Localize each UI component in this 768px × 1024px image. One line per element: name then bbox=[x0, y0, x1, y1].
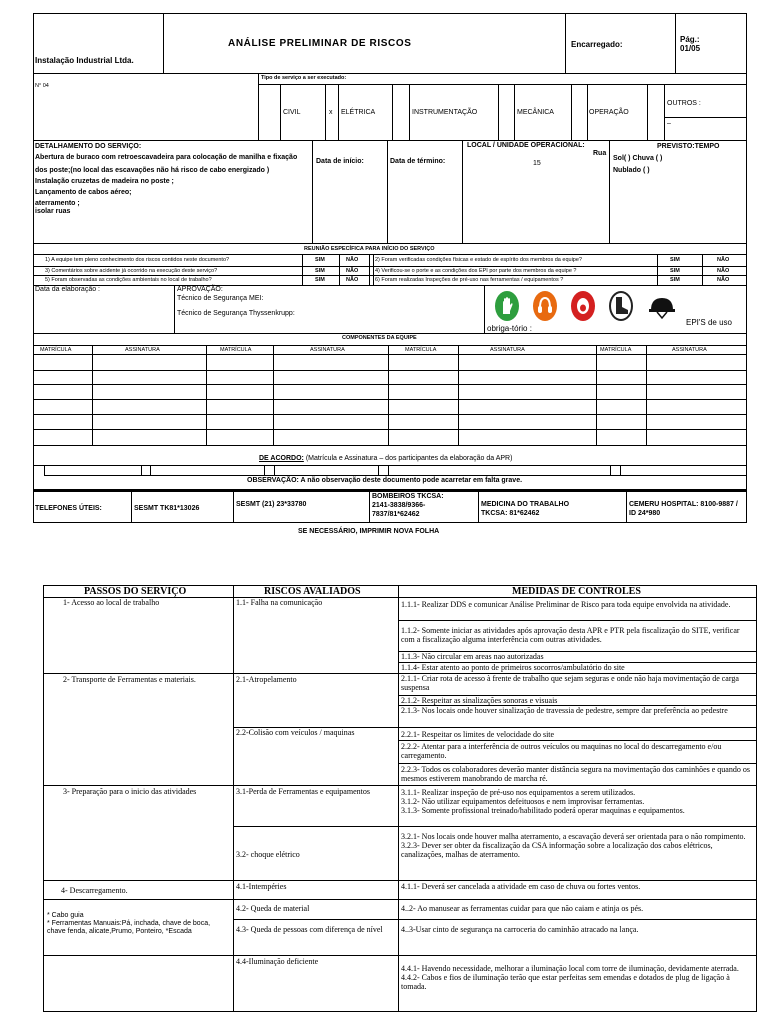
location-rua: Rua bbox=[593, 150, 607, 157]
control-2-1-2: 2.1.2- Respeitar as sinalizações sonoras e visuais bbox=[401, 696, 558, 705]
detail-line: Lançamento de cabos aéreo; bbox=[35, 189, 132, 196]
divider bbox=[92, 345, 93, 445]
divider bbox=[398, 740, 757, 741]
meeting-question: 5) Foram observadas as condições ambientais no local de trabalho? bbox=[45, 277, 212, 283]
document-number: N° 04 bbox=[35, 83, 49, 89]
meeting-question: 2) Foram verificadas condições físicas e estado de espírito dos membros da equipe? bbox=[375, 257, 582, 263]
divider bbox=[264, 465, 265, 475]
divider bbox=[141, 465, 142, 475]
detail-line: aterramento ; bbox=[35, 200, 80, 207]
team-header: ASSINATURA bbox=[310, 347, 345, 353]
divider bbox=[462, 140, 463, 243]
divider bbox=[258, 84, 747, 85]
weather-label: PREVISTO:TEMPO bbox=[657, 143, 720, 150]
phone-bombeiros-number: 7837/81*62462 bbox=[372, 511, 420, 518]
divider bbox=[163, 13, 164, 73]
divider bbox=[233, 955, 757, 956]
safety-tech-tk-label: Técnico de Segurança Thyssenkrupp: bbox=[177, 310, 295, 317]
control-4-3: 4..3-Usar cinto de segurança na carroceria do caminhão atracado na lança. bbox=[401, 925, 639, 934]
sim-option[interactable]: SIM bbox=[315, 268, 325, 274]
divider bbox=[587, 84, 588, 140]
team-header: ASSINATURA bbox=[490, 347, 525, 353]
end-date-label: Data de término: bbox=[390, 158, 446, 165]
approval-label: APROVAÇÃO: bbox=[177, 286, 223, 293]
detail-line: Instalação cruzetas de madeira no poste ; bbox=[35, 178, 174, 185]
divider bbox=[409, 84, 410, 140]
nao-option[interactable]: NÃO bbox=[346, 277, 359, 283]
divider bbox=[626, 491, 627, 523]
divider bbox=[312, 140, 313, 243]
meeting-title: REUNIÃO ESPECÍFICA PARA INÍCIO DO SERVIÇO bbox=[304, 246, 435, 252]
meeting-question: 1) A equipe tem pleno conhecimento dos riscos contidos neste documento? bbox=[45, 257, 230, 263]
control-1-1-4: 1.1.4- Estar atento ao ponto de primeiros socorros/ambulatório do site bbox=[401, 663, 625, 672]
risk-3-1: 3.1-Perda de Ferramentas e equipamentos bbox=[236, 787, 370, 796]
divider bbox=[33, 489, 747, 490]
sim-option[interactable]: SIM bbox=[315, 257, 325, 263]
divider bbox=[338, 84, 339, 140]
service-type-eletrica: ELÉTRICA bbox=[341, 109, 376, 116]
divider bbox=[398, 585, 399, 1012]
control-1-1-2: 1.1.2- Somente iniciar as atividades após aprovação desta APR e PTR pela fiscalização do SITE, verificar com a fiscalização alguma interferência com outras atividades. bbox=[401, 626, 740, 645]
divider bbox=[43, 955, 233, 956]
nao-option[interactable]: NÃO bbox=[717, 268, 730, 274]
team-header: MATRÍCULA bbox=[600, 347, 632, 353]
divider bbox=[373, 254, 374, 285]
divider bbox=[43, 785, 757, 786]
divider bbox=[273, 345, 274, 445]
risk-2-1: 2.1-Atropelamento bbox=[236, 675, 297, 684]
divider bbox=[657, 254, 658, 285]
divider bbox=[233, 491, 234, 523]
elaboration-date-label: Data da elaboração : bbox=[35, 286, 100, 293]
column-header-steps: PASSOS DO SERVIÇO bbox=[84, 586, 187, 597]
service-type-outros: OUTROS : bbox=[667, 100, 701, 107]
divider bbox=[609, 140, 610, 243]
step-2: 2- Transporte de Ferramentas e materiais. bbox=[63, 675, 196, 684]
divider bbox=[33, 275, 747, 276]
service-type-check-mark: x bbox=[329, 109, 333, 116]
control-1-1-3: 1.1.3- Não circular em areas nao autorizadas bbox=[401, 652, 544, 661]
team-header: MATRÍCULA bbox=[220, 347, 252, 353]
divider bbox=[369, 254, 370, 285]
company-name: Instalação Industrial Ltda. bbox=[35, 56, 134, 65]
detail-line: dos poste;(no local das escavações não há risco de cabo energizado ) bbox=[35, 167, 270, 174]
gloves-icon bbox=[495, 291, 519, 321]
control-4-1: 4.1.1- Deverá ser cancelada a atividade em caso de chuva ou fortes ventos. bbox=[401, 882, 641, 891]
step-1: 1- Acesso ao local de trabalho bbox=[63, 598, 160, 607]
divider bbox=[33, 414, 747, 415]
divider bbox=[339, 254, 340, 285]
control-1-1-1: 1.1.1- Realizar DDS e comunicar Análise Preliminar de Risco para toda equipe envolvida na atividade. bbox=[401, 600, 731, 609]
phone-cemeru: CEMERU HOSPITAL: 8100-9887 / bbox=[629, 501, 738, 508]
phones-label: TELEFONES ÚTEIS: bbox=[35, 505, 102, 512]
divider bbox=[302, 254, 303, 285]
phone-cemeru-id: ID 24*980 bbox=[629, 510, 661, 517]
control-2-2-3: 2.2.3- Todos os colaboradores deverão manter distância segura na movimentação dos caminhões e quando os mesmos estiverem manobrando de marcha ré. bbox=[401, 765, 750, 784]
control-2-1-3: 2.1.3- Nos locais onde houver sinalização de travessia de pedestre, sempre dar preferência ao pedestre bbox=[401, 706, 728, 715]
divider bbox=[596, 345, 597, 445]
divider bbox=[33, 73, 747, 74]
divider bbox=[478, 491, 479, 523]
phone-bombeiros-number: 2141-3838/9366- bbox=[372, 502, 426, 509]
meeting-question: 6) Foram realizadas Inspeções de pré-uso nas ferramentas / equipamentos ? bbox=[375, 277, 564, 283]
phone-medicina-number: TKCSA: 81*62462 bbox=[481, 510, 540, 517]
sim-option[interactable]: SIM bbox=[670, 277, 680, 283]
divider bbox=[233, 585, 234, 1012]
divider bbox=[387, 140, 388, 243]
divider bbox=[664, 84, 665, 140]
risk-3-2: 3.2- choque elétrico bbox=[236, 850, 300, 859]
risk-2-2: 2.2-Colisão com veículos / maquinas bbox=[236, 728, 355, 737]
weather-cloudy: Nublado ( ) bbox=[613, 167, 650, 174]
divider bbox=[233, 919, 757, 920]
service-type-mecanica: MECÂNICA bbox=[517, 109, 554, 116]
divider bbox=[33, 140, 747, 141]
divider bbox=[398, 763, 757, 764]
divider bbox=[33, 254, 747, 255]
page-title: ANÁLISE PRELIMINAR DE RISCOS bbox=[228, 38, 412, 49]
sim-option[interactable]: SIM bbox=[670, 257, 680, 263]
sim-option[interactable]: SIM bbox=[315, 277, 325, 283]
risk-4-3: 4.3- Queda de pessoas com diferença de nível bbox=[236, 925, 383, 934]
phone-medicina: MEDICINA DO TRABALHO bbox=[481, 501, 570, 508]
divider bbox=[388, 465, 389, 475]
risk-1-1: 1.1- Falha na comunicação bbox=[236, 598, 323, 607]
divider bbox=[33, 285, 747, 286]
divider bbox=[274, 465, 275, 475]
agreement-label: DE ACORDO: bbox=[259, 455, 304, 462]
divider bbox=[33, 333, 747, 334]
divider bbox=[280, 84, 281, 140]
divider bbox=[664, 117, 747, 118]
divider bbox=[33, 399, 747, 400]
divider bbox=[44, 465, 45, 475]
mandatory-label: obriga-tório : bbox=[487, 324, 532, 333]
control-2-2-2: 2.2.2- Atentar para a interferência de outros veículos ou maquinas no local do descarregamento e/ou carregamento. bbox=[401, 742, 722, 761]
encarregado-label: Encarregado: bbox=[571, 40, 623, 49]
agreement-text bbox=[259, 455, 512, 463]
divider bbox=[33, 243, 747, 244]
divider bbox=[484, 285, 485, 333]
column-header-controls: MEDIDAS DE CONTROLES bbox=[512, 586, 641, 597]
observation-text: OBSERVAÇÃO: A não observação deste documento pode acarretar em falta grave. bbox=[247, 477, 523, 484]
team-header: ASSINATURA bbox=[125, 347, 160, 353]
divider bbox=[43, 899, 233, 900]
divider bbox=[620, 465, 621, 475]
epi-label: EPI'S de uso bbox=[686, 318, 732, 327]
nao-option[interactable]: NÃO bbox=[346, 268, 359, 274]
risk-4-2: 4.2- Queda de material bbox=[236, 904, 310, 913]
divider bbox=[514, 84, 515, 140]
weather-options: Sol( ) Chuva ( ) bbox=[613, 155, 663, 162]
team-header: ASSINATURA bbox=[672, 347, 707, 353]
nao-option[interactable]: NÃO bbox=[717, 277, 730, 283]
meeting-question: 3) Comentários sobre acidente já ocorrido na execução deste serviço? bbox=[45, 268, 218, 274]
ear-protection-icon bbox=[533, 291, 557, 321]
divider bbox=[174, 285, 175, 333]
divider bbox=[378, 465, 379, 475]
control-3-2: 3.2.1- Nos locais onde houver malha aterramento, a escavação deverá ser orientada para o não rompimento. 3.2.3- Dever ser obter da fiscalização da CSA informação sobre a localização dos cabos elétricos, canalizações, malhas de aterramento. bbox=[401, 832, 746, 860]
step-4: 4- Descarregamento. bbox=[61, 886, 128, 895]
divider bbox=[398, 620, 757, 621]
meeting-question: 4) Verificou-se o porte e as condições dos EPI por parte dos membros da equipe ? bbox=[375, 268, 577, 274]
divider bbox=[206, 345, 207, 445]
phone-bombeiros: BOMBEIROS TKCSA: bbox=[372, 493, 444, 500]
divider bbox=[498, 84, 499, 140]
divider bbox=[150, 465, 151, 475]
divider bbox=[571, 84, 572, 140]
divider bbox=[43, 880, 757, 881]
phone-sesmt-tk: SESMT TK81*13026 bbox=[134, 505, 200, 512]
step-3: 3- Preparação para o inicio das atividades bbox=[63, 787, 197, 796]
divider bbox=[647, 84, 648, 140]
phone-sesmt: SESMT (21) 23*33780 bbox=[236, 501, 307, 508]
divider bbox=[325, 84, 326, 140]
divider bbox=[646, 345, 647, 445]
divider bbox=[675, 13, 676, 73]
control-4-2: 4..2- Ao manusear as ferramentas cuidar para que não caiam e atinja os pés. bbox=[401, 904, 644, 913]
tools-list: * Cabo guia * Ferramentas Manuais:Pá, inchada, chave de boca, chave fenda, alicate,Prumo, Ponteiro, *Escada bbox=[47, 912, 211, 936]
divider bbox=[702, 254, 703, 285]
divider bbox=[33, 345, 747, 346]
page-number: 01/05 bbox=[680, 44, 701, 53]
service-type-outros-value: – bbox=[667, 120, 671, 127]
divider bbox=[33, 354, 747, 355]
divider bbox=[33, 384, 747, 385]
sim-option[interactable]: SIM bbox=[670, 268, 680, 274]
control-3-1: 3.1.1- Realizar inspeção de pré-uso nos equipamentos a serem utilizados. 3.1.2- Não utilizar equipamentos defeituosos e nem improvisar ferramentas. 3.1.3- Somente profissional treinado/habilitado poderá operar maquinas e equipamentos. bbox=[401, 788, 685, 816]
divider bbox=[369, 491, 370, 523]
nao-option[interactable]: NÃO bbox=[346, 257, 359, 263]
safety-boot-icon bbox=[609, 291, 633, 321]
service-type-operacao: OPERAÇÃO bbox=[589, 109, 629, 116]
divider bbox=[392, 84, 393, 140]
divider bbox=[610, 465, 611, 475]
divider bbox=[33, 445, 747, 446]
service-type-instrumentacao: INSTRUMENTAÇÃO bbox=[412, 109, 478, 116]
divider bbox=[388, 345, 389, 445]
service-type-label: Tipo de serviço a ser executado: bbox=[261, 75, 347, 81]
divider bbox=[33, 429, 747, 430]
location-number: 15 bbox=[533, 160, 541, 167]
start-date-label: Data de início: bbox=[316, 158, 364, 165]
control-4-4: 4.4.1- Havendo necessidade, melhorar a iluminação local com torre de iluminação, devidamente aterrada. 4.4.2- Cabos e fios de iluminação terão que estar perfeitas sem emendas e dotados de plug de ligação à tomada. bbox=[401, 964, 739, 992]
divider bbox=[44, 475, 747, 476]
divider bbox=[233, 899, 757, 900]
respirator-icon bbox=[571, 291, 595, 321]
safety-tech-mei-label: Técnico de Segurança MEI: bbox=[177, 295, 264, 302]
divider bbox=[233, 826, 757, 827]
footer-note: SE NECESSÁRIO, IMPRIMIR NOVA FOLHA bbox=[298, 528, 440, 535]
risk-4-4: 4.4-Iluminação deficiente bbox=[236, 957, 319, 966]
team-header: MATRÍCULA bbox=[40, 347, 72, 353]
divider bbox=[33, 370, 747, 371]
control-2-2-1: 2.2.1- Respeitar os limites de velocidade do site bbox=[401, 730, 555, 739]
detail-line: Abertura de buraco com retroescavadeira para colocação de manilha e fixação bbox=[35, 154, 298, 161]
nao-option[interactable]: NÃO bbox=[717, 257, 730, 263]
service-type-civil: CIVIL bbox=[283, 109, 301, 116]
team-title: COMPONENTES DA EQUIPE bbox=[342, 335, 417, 341]
control-2-1-1: 2.1.1- Criar rota de acesso à frente de trabalho que sejam seguras e onde não haja movimentação de carga suspensa bbox=[401, 674, 739, 693]
detail-line: isolar ruas bbox=[35, 208, 71, 215]
divider bbox=[33, 266, 747, 267]
divider bbox=[565, 13, 566, 73]
hard-hat-icon bbox=[647, 291, 677, 321]
team-header: MATRÍCULA bbox=[405, 347, 437, 353]
detail-label: DETALHAMENTO DO SERVIÇO: bbox=[35, 143, 142, 150]
agreement-note: (Matrícula e Assinatura – dos participantes da elaboração da APR) bbox=[305, 455, 513, 462]
location-label: LOCAL / UNIDADE OPERACIONAL: bbox=[467, 142, 585, 149]
divider bbox=[458, 345, 459, 445]
column-header-risks: RISCOS AVALIADOS bbox=[264, 586, 361, 597]
risk-4-1: 4.1-Intempéries bbox=[236, 882, 287, 891]
divider bbox=[131, 491, 132, 523]
page-label: Pág.: bbox=[680, 35, 700, 44]
